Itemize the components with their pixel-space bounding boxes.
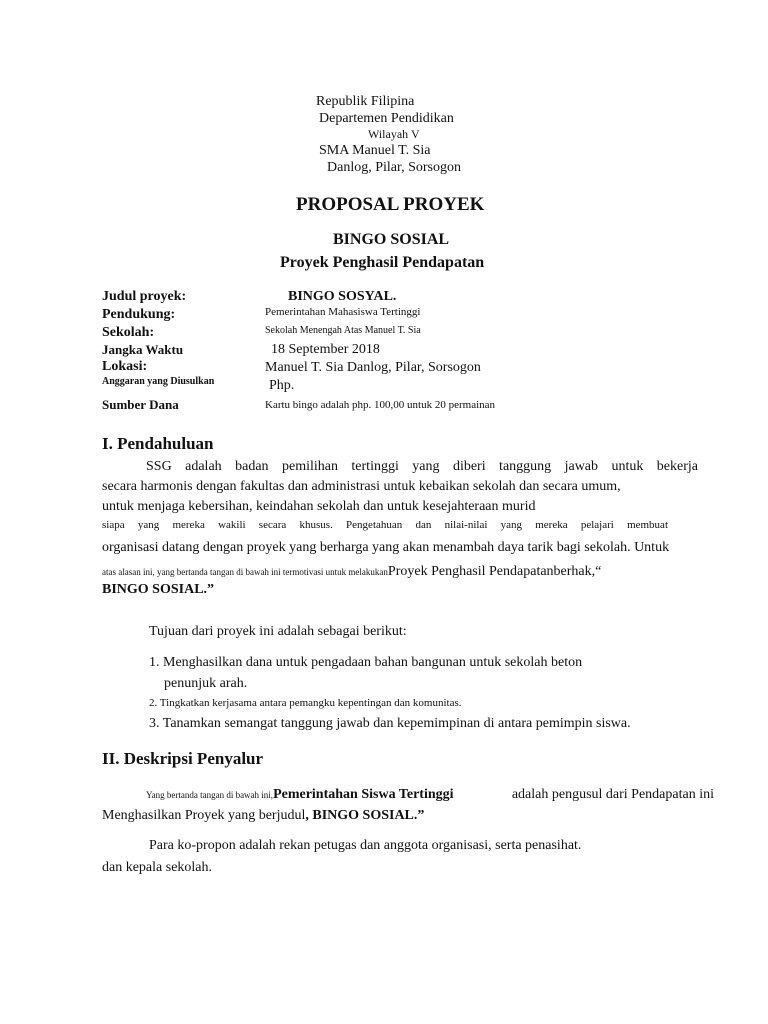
intro-line-6-rest: Proyek Penghasil Pendapatanberhak,“	[387, 564, 602, 579]
objectives-intro: Tujuan dari proyek ini adalah sebagai berikut:	[149, 624, 407, 639]
intro-line-6-small: atas alasan ini, yang bertanda tangan di bawah ini termotivasi untuk melakukan	[102, 567, 388, 577]
budget-value: Php.	[269, 378, 295, 393]
description-small-text: Yang bertanda tangan di bawah ini,	[146, 790, 274, 800]
document-subtitle-2: Proyek Penghasil Pendapatan	[280, 254, 485, 271]
intro-line-4: siapa yang mereka wakili secara khusus. Pengetahuan dan nilai-nilai yang mereka pelajari membuat	[102, 519, 668, 531]
objective-1: 1. Menghasilkan dana untuk pengadaan bahan bangunan untuk sekolah beton	[149, 655, 583, 670]
header-address: Danlog, Pilar, Sorsogon	[327, 160, 461, 175]
co-proponents-line-2: dan kepala sekolah.	[102, 860, 213, 875]
funds-label: Sumber Dana	[102, 397, 179, 412]
supporter-value: Pemerintahan Mahasiswa Tertinggi	[265, 306, 421, 318]
description-bold-text: Pemerintahan Siswa Tertinggi	[273, 787, 454, 802]
intro-line-3: untuk menjaga kebersihan, keindahan sekolah dan untuk kesejahteraan murid	[102, 499, 536, 514]
intro-line-6	[102, 562, 601, 580]
co-proponents-line-1: Para ko-propon adalah rekan petugas dan anggota organisasi, serta penasihat.	[149, 838, 582, 853]
location-label: Lokasi:	[102, 359, 148, 374]
school-label: Sekolah:	[102, 325, 155, 340]
intro-line-7: BINGO SOSIAL.”	[102, 582, 215, 597]
description-rest-text: adalah pengusul dari Pendapatan ini	[511, 787, 714, 802]
description-line-2-start: Menghasilkan Proyek yang berjudul	[102, 808, 306, 823]
description-line-2-bold: , BINGO SOSIAL.”	[305, 808, 425, 823]
intro-line-2: secara harmonis dengan fakultas dan administrasi untuk kebaikan sekolah dan secara umum,	[102, 479, 621, 494]
supporter-label: Pendukung:	[102, 307, 176, 322]
budget-label: Anggaran yang Diusulkan	[102, 376, 215, 387]
section-heading-introduction: I. Pendahuluan	[102, 434, 214, 453]
project-title-value: BINGO SOSYAL.	[288, 289, 397, 304]
objective-3: 3. Tanamkan semangat tanggung jawab dan kepemimpinan di antara pemimpin siswa.	[149, 716, 631, 731]
intro-line-1: SSG adalah badan pemilihan tertinggi yang diberi tanggung jawab untuk bekerja	[146, 459, 698, 474]
intro-line-5: organisasi datang dengan proyek yang berharga yang akan menambah daya tarik bagi sekolah. Untuk	[102, 540, 670, 555]
objective-1-cont: penunjuk arah.	[164, 676, 248, 691]
funds-value: Kartu bingo adalah php. 100,00 untuk 20 permainan	[265, 399, 496, 411]
objective-2: 2. Tingkatkan kerjasama antara pemangku kepentingan dan komunitas.	[149, 697, 462, 709]
description-line-2	[102, 806, 424, 824]
section-heading-description: II. Deskripsi Penyalur	[102, 749, 264, 768]
duration-value: 18 September 2018	[271, 342, 380, 357]
description-line-1	[146, 785, 714, 803]
school-value: Sekolah Menengah Atas Manuel T. Sia	[265, 325, 421, 336]
header-country: Republik Filipina	[316, 94, 415, 109]
location-value: Manuel T. Sia Danlog, Pilar, Sorsogon	[265, 360, 481, 375]
document-subtitle: BINGO SOSIAL	[333, 231, 450, 248]
header-department: Departemen Pendidikan	[319, 111, 454, 126]
project-title-label: Judul proyek:	[102, 289, 187, 304]
duration-label: Jangka Waktu	[102, 342, 184, 357]
document-title: PROPOSAL PROYEK	[296, 194, 485, 215]
header-region: Wilayah V	[368, 127, 420, 141]
header-school: SMA Manuel T. Sia	[319, 143, 431, 158]
